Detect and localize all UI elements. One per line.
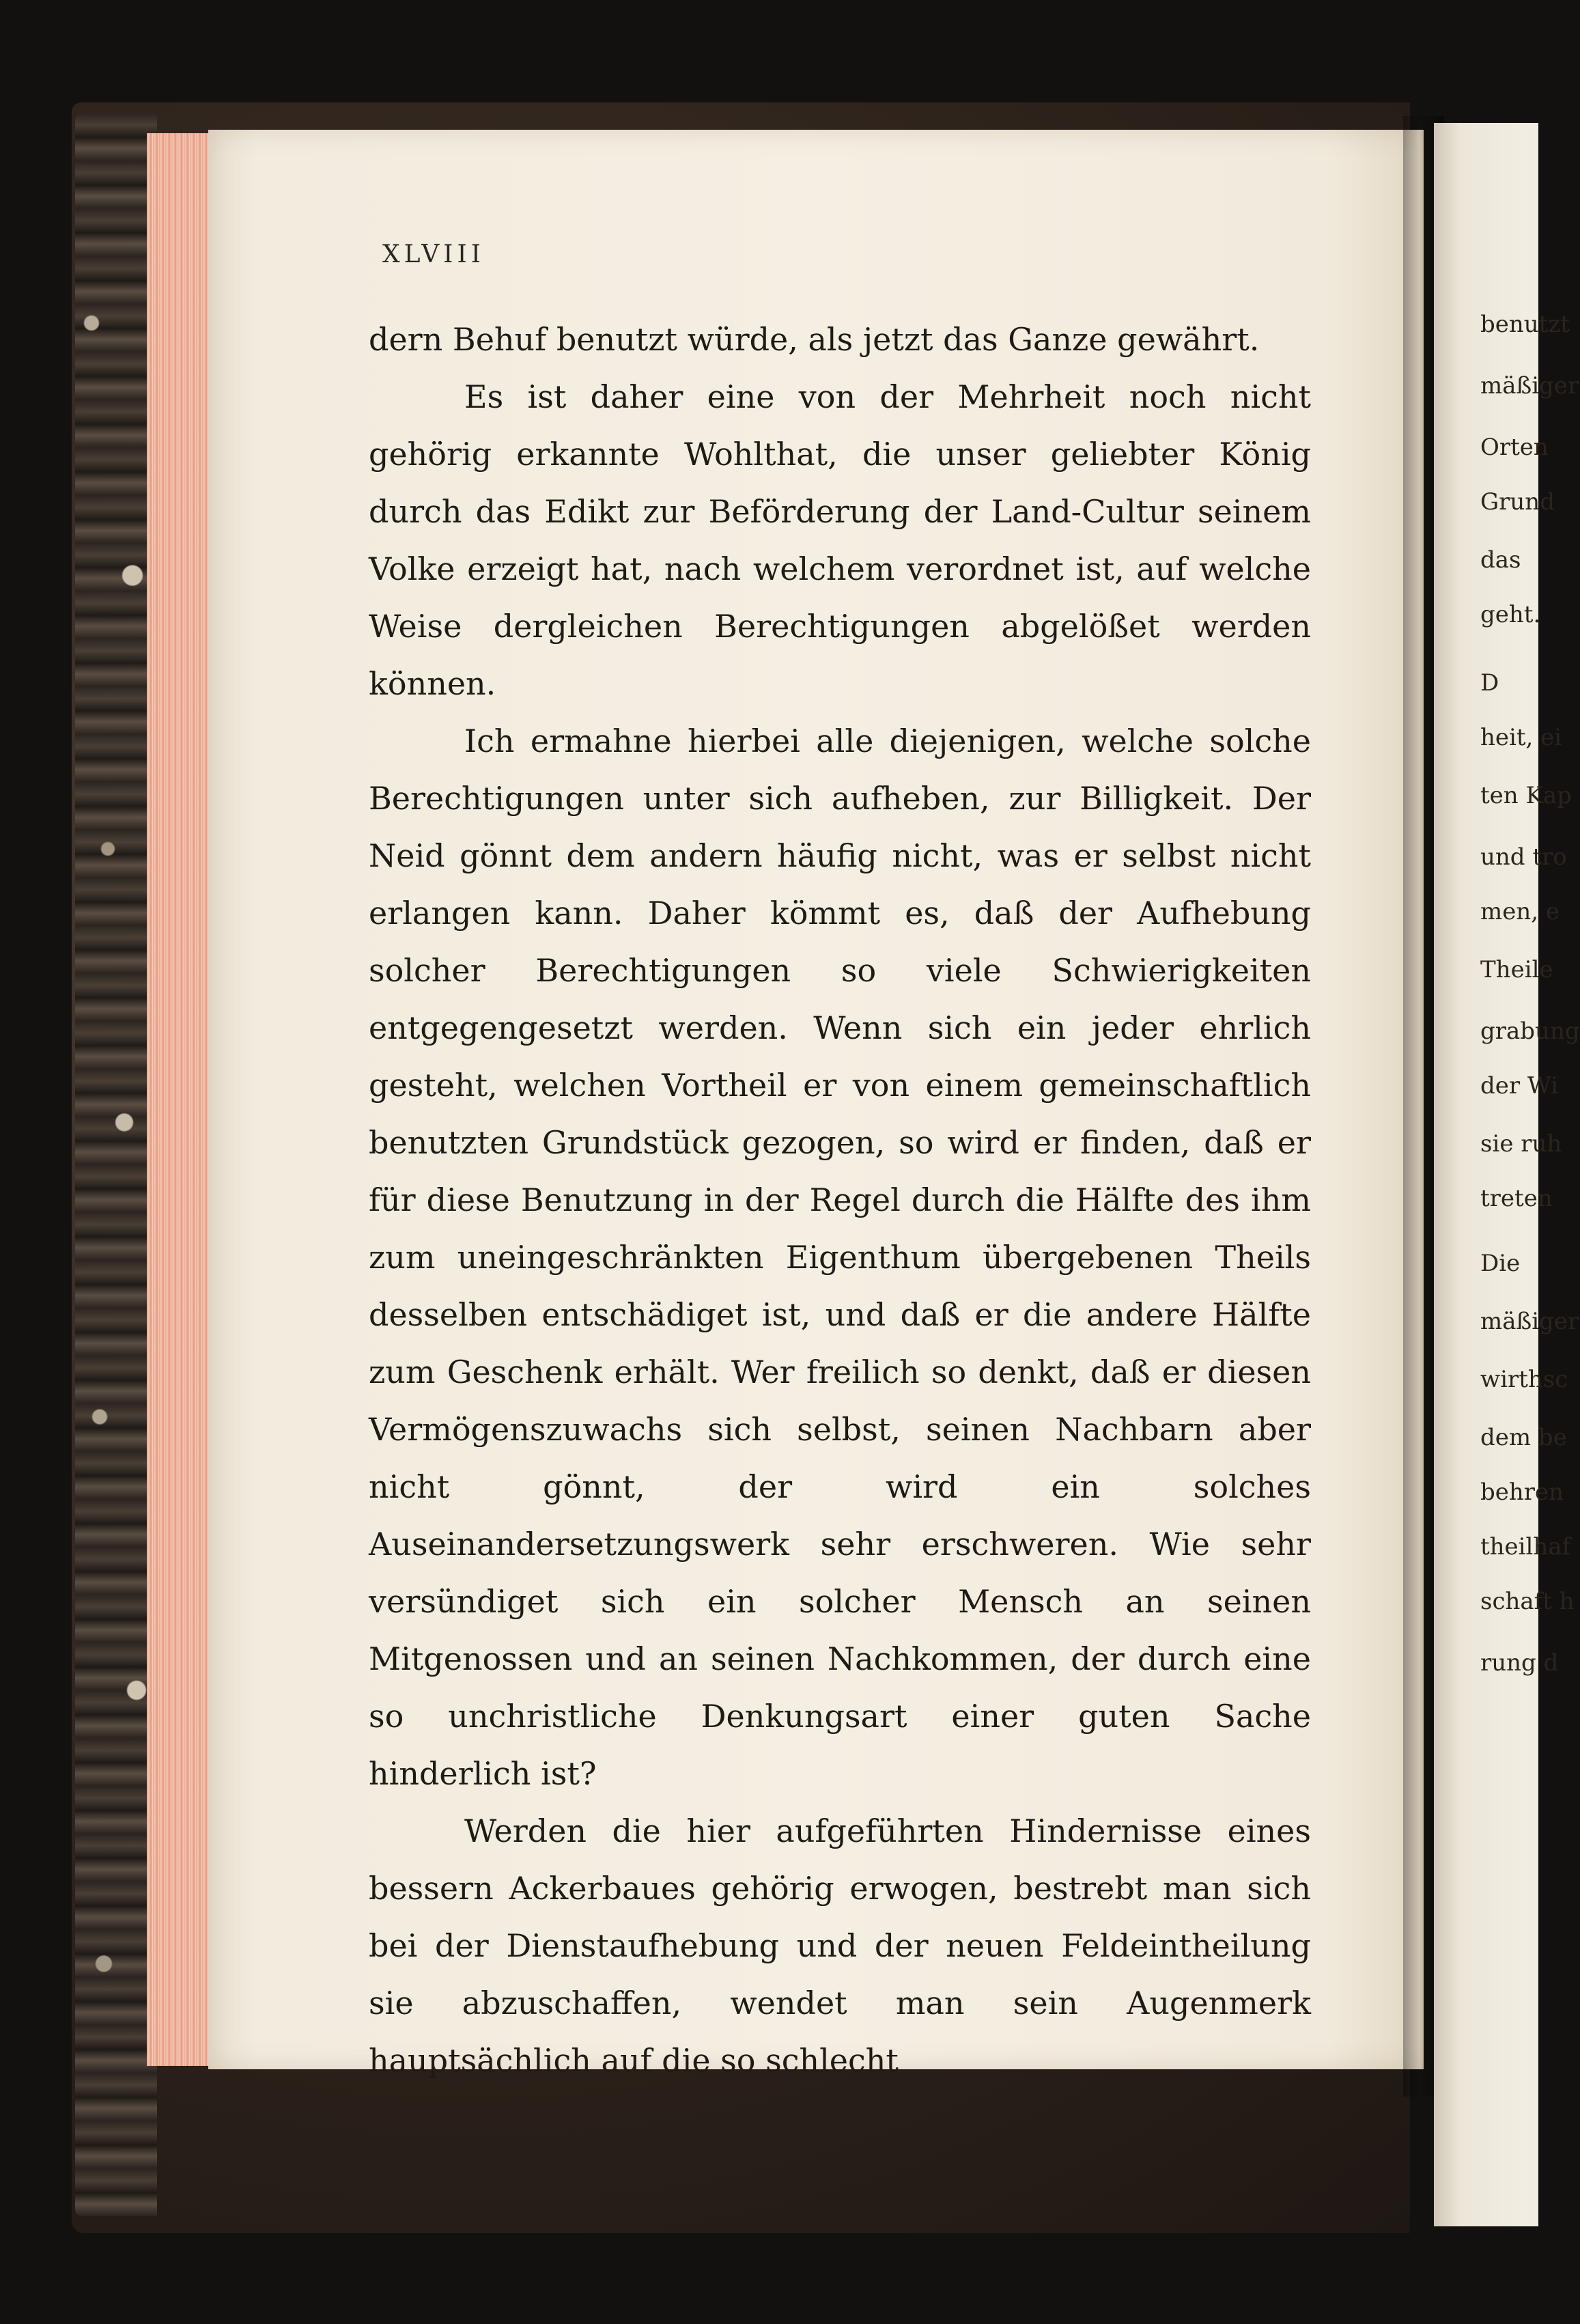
paragraph-3: Ich ermahne hierbei alle diejenigen, welche solche Berechtigungen unter sich aufheben, zur Billigkeit. Der Neid gönnt dem andern häufig nicht, was er selbst nicht erlangen kann. Daher kömmt es, daß der Aufhebung solcher Berechtigungen so viele Schwierigkeiten entgegengesetzt werden. Wenn sich ein jeder ehrlich gesteht, welchen Vortheil er von einem gemeinschaftlich benutzten Grundstück gezogen, so wird er finden, daß er für diese Benutzung in der Regel durch die Hälfte des ihm zum uneingeschränkten Eigenthum übergebenen Theils desselben entschädiget ist, und daß er die andere Hälfte zum Geschenk erhält. Wer freilich so denkt, daß er diesen Vermögenszuwachs sich selbst, seinen Nachbarn aber nicht gönnt, der wird ein solches Auseinandersetzungswerk sehr erschweren. Wie sehr versündiget sich ein solcher Mensch an seinen Mitgenossen und an seinen Nachkommen, der durch eine so unchristliche Denkungsart einer guten Sache hinderlich ist?	[369, 723, 1311, 1792]
facing-line: und tro	[1480, 843, 1567, 871]
facing-line: ten Kap	[1480, 782, 1572, 809]
page-body	[369, 311, 1311, 2089]
facing-line: theilhaf	[1480, 1533, 1571, 1560]
facing-line: D	[1480, 669, 1499, 697]
facing-line: schaft h	[1480, 1588, 1575, 1615]
facing-line: benutzt	[1480, 311, 1570, 338]
facing-line: Grund	[1480, 488, 1555, 516]
facing-line: Orten	[1480, 434, 1549, 461]
facing-line: Theile	[1480, 956, 1553, 983]
marbled-board	[75, 113, 157, 2216]
paragraph-1: dern Behuf benutzt würde, als jetzt das Ganze gewährt.	[369, 321, 1260, 358]
page-block-edge	[147, 133, 212, 2066]
facing-line: wirthsc	[1480, 1366, 1568, 1393]
facing-line: Die	[1480, 1250, 1521, 1277]
facing-line: das	[1480, 546, 1521, 574]
facing-line: mäßiger	[1480, 1308, 1579, 1335]
facing-line: behren	[1480, 1479, 1564, 1506]
facing-line: mäßiger	[1480, 372, 1579, 400]
paragraph-4: Werden die hier aufgeführten Hindernisse eines bessern Ackerbaues gehörig erwogen, bestrebt man sich bei der Dienstaufhebung und der neuen Feldeintheilung sie abzuschaffen, wendet man sein Augenmerk hauptsächlich auf die so schlecht	[369, 1812, 1311, 2079]
facing-line: men, e	[1480, 898, 1560, 925]
facing-line: dem be	[1480, 1424, 1567, 1451]
paragraph-2: Es ist daher eine von der Mehrheit noch nicht gehörig erkannte Wohlthat, die unser geliebter König durch das Edikt zur Beförderung der Land-Cultur seinem Volke erzeigt hat, nach welchem verordnet ist, auf welche Weise dergleichen Berechtigungen abgelößet werden können.	[369, 378, 1311, 702]
facing-line: heit, ei	[1480, 724, 1562, 751]
facing-line: rung d	[1480, 1649, 1559, 1677]
facing-line: grabung	[1480, 1018, 1580, 1045]
facing-line: sie ruh	[1480, 1130, 1562, 1158]
facing-line: geht.	[1480, 601, 1541, 628]
page-number-header: XLVIII	[382, 240, 485, 268]
facing-line: treten	[1480, 1185, 1553, 1212]
facing-line: der Wi	[1480, 1072, 1559, 1100]
